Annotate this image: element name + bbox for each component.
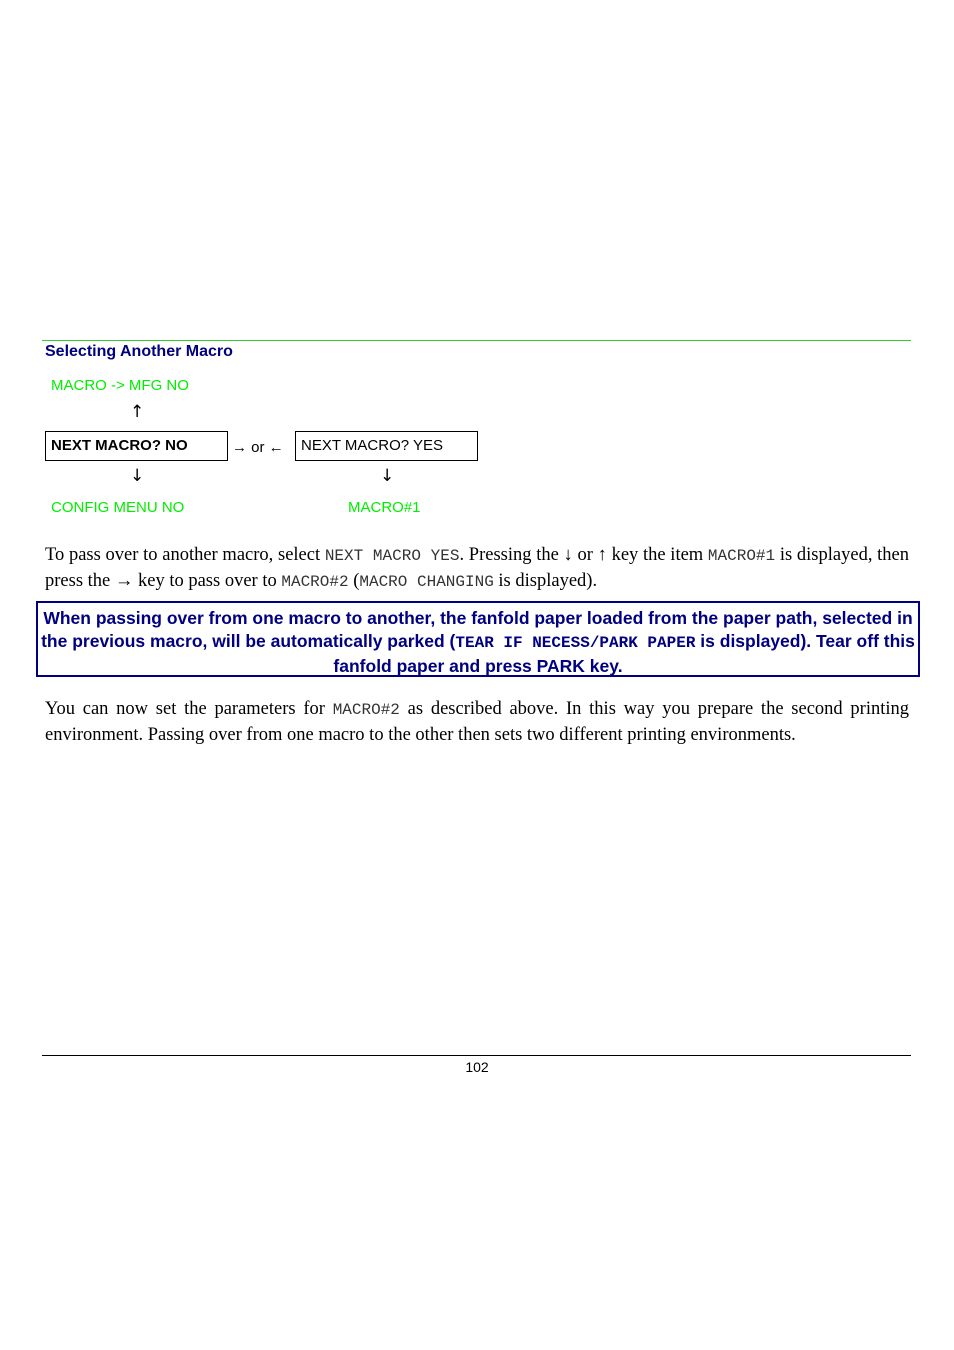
menu-item-config-menu: CONFIG MENU NO <box>51 499 185 516</box>
code-text: NEXT MACRO YES <box>324 547 460 565</box>
text-run: . Pressing the ↓ or ↑ key the item <box>459 545 708 565</box>
code-text: MACRO#1 <box>707 547 776 565</box>
text-run: To pass over to another macro, select <box>45 545 325 565</box>
down-arrow-icon: ↓ <box>380 466 395 486</box>
menu-item-macro1: MACRO#1 <box>348 499 421 516</box>
page-number: 102 <box>465 1059 489 1075</box>
code-text: TEAR IF NECESS/PARK PAPER <box>455 634 696 652</box>
menu-item-macro-mfg: MACRO -> MFG NO <box>51 377 189 394</box>
menu-box-next-macro-no: NEXT MACRO? NO <box>45 431 228 461</box>
text-run: You can now set the parameters for <box>45 699 333 719</box>
menu-box-next-macro-yes: NEXT MACRO? YES <box>295 431 478 461</box>
up-arrow-icon: ↑ <box>130 402 145 422</box>
down-arrow-icon: ↓ <box>130 466 145 486</box>
text-run: ( <box>348 570 360 591</box>
footer-divider <box>42 1055 911 1056</box>
note-text: When passing over from one macro to another, the fanfold paper loaded from the paper path, selected in the previous macro, will be automatically parked ( <box>41 608 913 651</box>
code-text: MACRO CHANGING <box>359 572 494 591</box>
text-run: as described above. In this way you prepare the second printing environment. Passing over from one macro to the other then sets two different printing environments. <box>45 699 909 745</box>
text-run: is displayed). <box>493 570 598 591</box>
note-text: is displayed). Tear off this fanfold paper and press PARK key. <box>333 631 915 676</box>
section-title: Selecting Another Macro <box>45 343 233 360</box>
arrow-or-label: → or ← <box>232 439 284 456</box>
paragraph-set-parameters <box>45 697 909 747</box>
note-box <box>36 601 920 677</box>
code-text: MACRO#2 <box>332 701 400 719</box>
section-divider <box>42 340 911 341</box>
code-text: MACRO#2 <box>281 572 349 591</box>
text-run: is displayed, then press the → key to pass over to <box>45 545 910 591</box>
paragraph-pass-over <box>45 543 909 594</box>
